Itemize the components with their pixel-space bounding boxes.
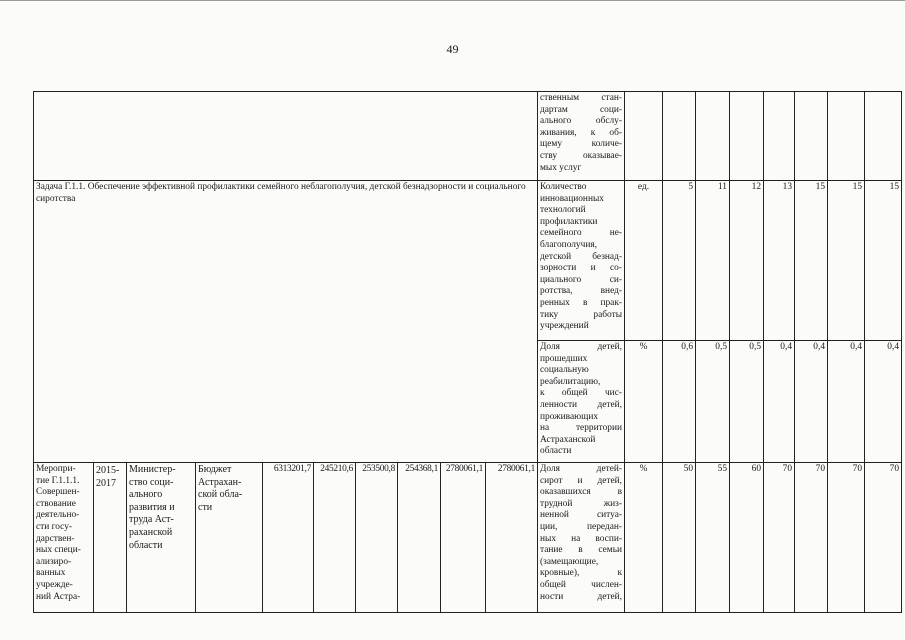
period-cell: 2015- 2017	[94, 463, 127, 613]
value-cell: 15	[865, 181, 902, 341]
value-cell: 0,6	[663, 341, 696, 463]
unit-cell	[625, 92, 663, 181]
value-cell: 70	[865, 463, 902, 613]
finance-year-cell: 253500,8	[356, 463, 398, 613]
executor-cell: Министер- ство соци- ального развития и труда Аст- раханской области	[127, 463, 196, 613]
value-cell: 12	[730, 181, 764, 341]
value-cell: 13	[764, 181, 795, 341]
finance-year-cell: 254368,1	[398, 463, 441, 613]
value-cell: 15	[795, 181, 828, 341]
value-cell: 0,4	[764, 341, 795, 463]
page-top-edge	[0, 0, 905, 1]
finance-year-cell: 2780061,1	[486, 463, 538, 613]
unit-cell: ед.	[625, 181, 663, 341]
unit-cell: %	[625, 463, 663, 613]
indicator-cell: Доля детей- сирот и детей, оказавшихся в трудной жиз- ненной ситуа- ции, передан- ных на воспи- тание в семьи (замещающие, кровные), к общей числен- ности детей,	[538, 463, 625, 613]
value-cell: 0,5	[730, 341, 764, 463]
value-cell: 70	[795, 463, 828, 613]
empty-cell	[34, 92, 538, 181]
value-cell	[696, 92, 730, 181]
finance-year-cell: 245210,6	[314, 463, 356, 613]
measure-name-cell: Меропри- тие Г.1.1.1. Совершен- ствование деятельно- сти госу- дарствен- ных специ- ализиро- ванных учрежде- ний Астра-	[34, 463, 94, 613]
value-cell: 11	[696, 181, 730, 341]
table-row-continuation	[34, 92, 902, 181]
value-cell	[795, 92, 828, 181]
value-cell: 0,4	[828, 341, 865, 463]
table-row-measure	[34, 463, 902, 613]
program-table	[33, 91, 902, 613]
finance-total-cell: 6313201,7	[263, 463, 314, 613]
value-cell: 0,4	[865, 341, 902, 463]
indicator-cell: Доля детей, прошедших социальную реабилитацию, к общей чис- ленности детей, проживающих на территории Астраханской области	[538, 341, 625, 463]
value-cell: 70	[764, 463, 795, 613]
indicator-cell: Количество инновационных технологий профилактики семейного не- благополучия, детской безнад- зорности и со- циального си- ротства, внед- ренных в прак- тику работы учреждений	[538, 181, 625, 341]
value-cell	[828, 92, 865, 181]
indicator-cell: ственным стан- дартам соци- ального обслу- живания, к об- щему количе- ству оказывае- мых услуг	[538, 92, 625, 181]
finance-year-cell: 2780061,1	[441, 463, 486, 613]
value-cell: 70	[828, 463, 865, 613]
funding-source-cell: Бюджет Астрахан- ской обла- сти	[196, 463, 263, 613]
value-cell: 50	[663, 463, 696, 613]
table-row-task-indicator-1	[34, 181, 902, 341]
value-cell: 0,5	[696, 341, 730, 463]
value-cell	[730, 92, 764, 181]
value-cell: 5	[663, 181, 696, 341]
value-cell: 0,4	[795, 341, 828, 463]
value-cell: 55	[696, 463, 730, 613]
value-cell: 15	[828, 181, 865, 341]
value-cell	[865, 92, 902, 181]
task-title: Задача Г.1.1. Обеспечение эффективной профилактики семейного неблагополучия, детской безнадзорности и социального сиротства	[34, 181, 538, 463]
value-cell	[764, 92, 795, 181]
value-cell	[663, 92, 696, 181]
unit-cell: %	[625, 341, 663, 463]
page-number: 49	[446, 42, 459, 56]
value-cell: 60	[730, 463, 764, 613]
